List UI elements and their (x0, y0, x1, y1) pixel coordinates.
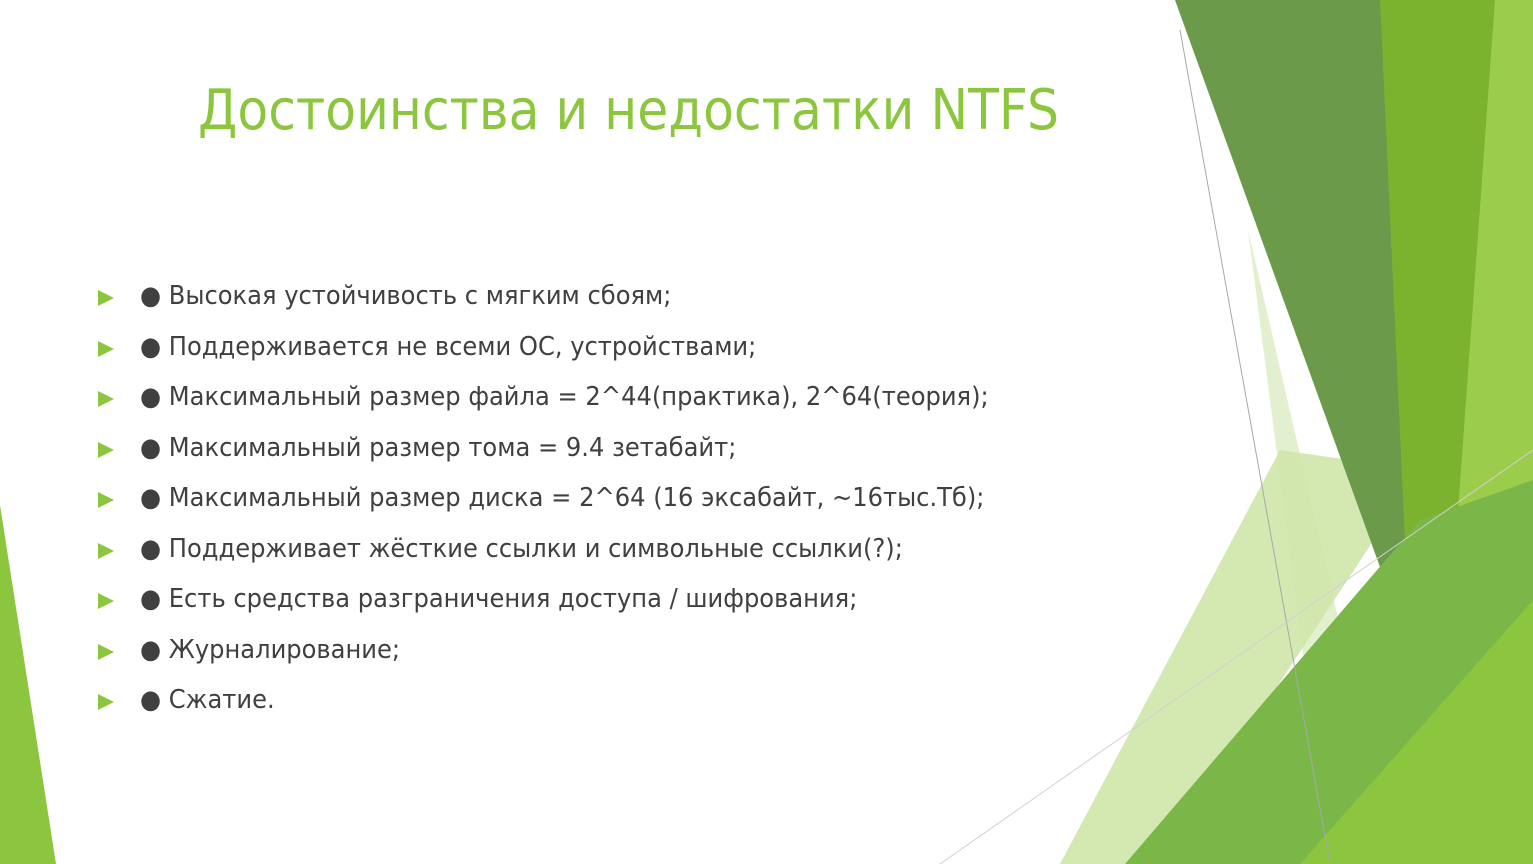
list-item (98, 681, 1053, 732)
list-item (98, 631, 1053, 682)
list-item (98, 277, 1053, 328)
arrow-bullet-icon (98, 644, 114, 660)
arrow-bullet-icon (98, 543, 114, 559)
slide-title: Достоинства и недостатки NTFS (198, 78, 1060, 143)
arrow-bullet-icon (98, 492, 114, 508)
arrow-bullet-icon (98, 593, 114, 609)
list-item-text: ● Высокая устойчивость с мягким сбоям; (140, 281, 672, 311)
list-item (98, 580, 1053, 631)
list-item-text: ● Поддерживается не всеми ОС, устройствами; (140, 331, 757, 362)
list-item (98, 479, 1053, 530)
arrow-bullet-icon (98, 694, 114, 710)
list-item (98, 328, 1053, 379)
list-item (98, 530, 1053, 581)
list-item-text: ● Максимальный размер тома = 9.4 зетабайт; (140, 432, 737, 463)
list-item-text: ● Максимальный размер диска = 2^64 (16 эксабайт, ~16тыс.Тб); (140, 483, 985, 513)
arrow-bullet-icon (98, 341, 114, 357)
list-item-text: ● Сжатие. (140, 685, 275, 715)
list-item-text: ● Поддерживает жёсткие ссылки и символьные ссылки(?); (140, 533, 903, 564)
list-item (98, 429, 1053, 480)
left-accent-shape (0, 505, 56, 864)
list-item-text: ● Максимальный размер файла = 2^44(практика), 2^64(теория); (140, 382, 989, 412)
list-item (98, 378, 1053, 429)
arrow-bullet-icon (98, 442, 114, 458)
bullet-list (98, 277, 1053, 732)
arrow-bullet-icon (98, 391, 114, 407)
list-item-text: ● Есть средства разграничения доступа / шифрования; (140, 584, 858, 614)
list-item-text: ● Журналирование; (140, 634, 401, 665)
arrow-bullet-icon (98, 290, 114, 306)
